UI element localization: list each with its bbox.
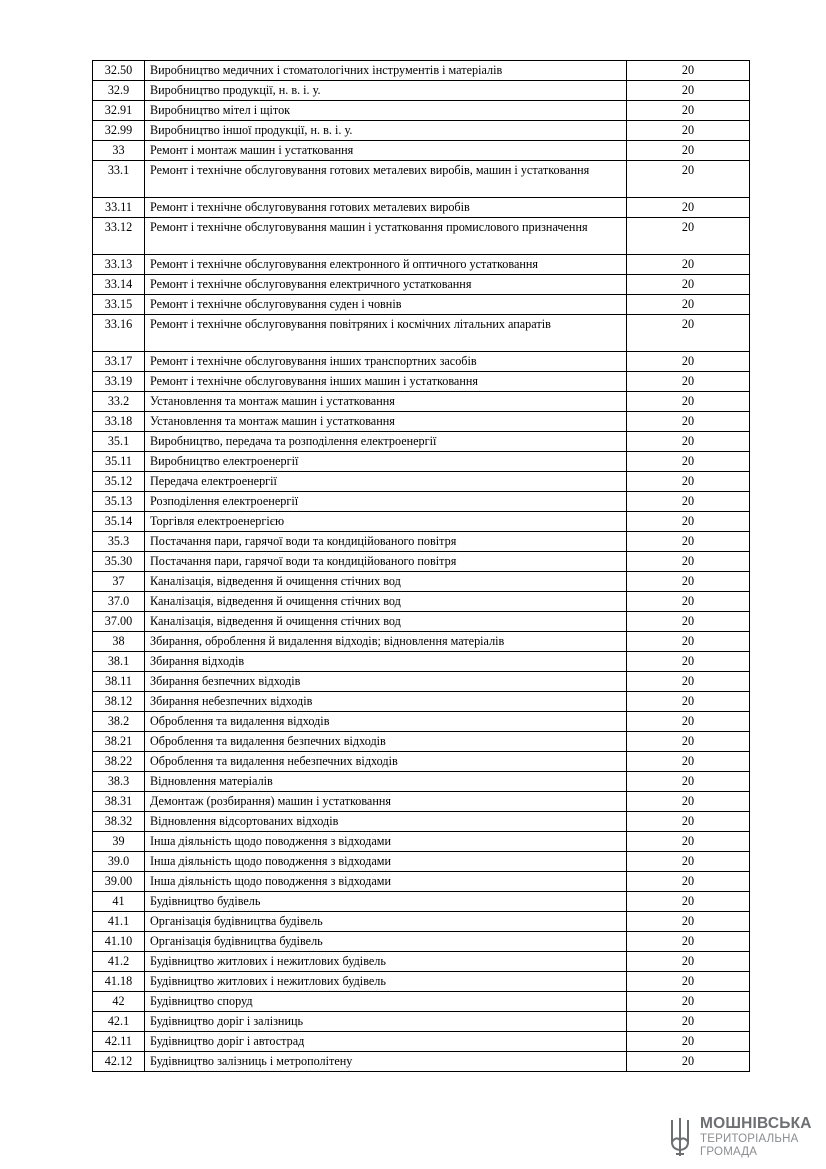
activity-cell: Ремонт і технічне обслуговування готових металевих виробів [145, 198, 627, 218]
activity-cell: Інша діяльність щодо поводження з відходами [145, 832, 627, 852]
rate-cell: 20 [627, 1032, 750, 1052]
code-cell: 35.1 [93, 432, 145, 452]
table-row [93, 672, 750, 692]
code-cell: 33.14 [93, 275, 145, 295]
code-cell: 41.18 [93, 972, 145, 992]
table-row [93, 932, 750, 952]
code-cell: 38.11 [93, 672, 145, 692]
code-cell: 37.00 [93, 612, 145, 632]
code-cell: 42.1 [93, 1012, 145, 1032]
rate-cell: 20 [627, 295, 750, 315]
rate-cell: 20 [627, 198, 750, 218]
table-row [93, 652, 750, 672]
rate-cell: 20 [627, 752, 750, 772]
activity-cell: Розподілення електроенергії [145, 492, 627, 512]
code-cell: 33.12 [93, 218, 145, 255]
table-row [93, 832, 750, 852]
table-row [93, 392, 750, 412]
table-row [93, 61, 750, 81]
code-cell: 33.13 [93, 255, 145, 275]
rate-cell: 20 [627, 412, 750, 432]
code-cell: 35.13 [93, 492, 145, 512]
table-row [93, 972, 750, 992]
code-cell: 33.17 [93, 352, 145, 372]
rate-cell: 20 [627, 452, 750, 472]
rate-cell: 20 [627, 392, 750, 412]
activity-cell: Збирання безпечних відходів [145, 672, 627, 692]
activity-cell: Виробництво електроенергії [145, 452, 627, 472]
table-row [93, 255, 750, 275]
code-cell: 39.0 [93, 852, 145, 872]
code-cell: 41.2 [93, 952, 145, 972]
rate-cell: 20 [627, 218, 750, 255]
rate-cell: 20 [627, 492, 750, 512]
rate-cell: 20 [627, 315, 750, 352]
rate-cell: 20 [627, 532, 750, 552]
rate-cell: 20 [627, 1052, 750, 1072]
code-cell: 32.99 [93, 121, 145, 141]
logo-title: МОШНІВСЬКА [700, 1115, 812, 1132]
activity-cell: Постачання пари, гарячої води та кондиційованого повітря [145, 532, 627, 552]
activity-cell: Оброблення та видалення небезпечних відходів [145, 752, 627, 772]
table-row [93, 692, 750, 712]
rate-cell: 20 [627, 872, 750, 892]
table-row [93, 432, 750, 452]
table-row [93, 372, 750, 392]
rate-cell: 20 [627, 732, 750, 752]
activity-cell: Каналізація, відведення й очищення стічних вод [145, 592, 627, 612]
code-cell: 35.12 [93, 472, 145, 492]
code-cell: 32.50 [93, 61, 145, 81]
activity-cell: Збирання, оброблення й видалення відходів; відновлення матеріалів [145, 632, 627, 652]
table-row [93, 352, 750, 372]
code-cell: 33.19 [93, 372, 145, 392]
rate-cell: 20 [627, 912, 750, 932]
activity-cell: Оброблення та видалення безпечних відходів [145, 732, 627, 752]
table-row [93, 141, 750, 161]
rate-cell: 20 [627, 552, 750, 572]
table-row [93, 872, 750, 892]
activity-cell: Будівництво залізниць і метрополітену [145, 1052, 627, 1072]
rate-cell: 20 [627, 772, 750, 792]
code-cell: 39 [93, 832, 145, 852]
code-cell: 33.15 [93, 295, 145, 315]
table-row [93, 852, 750, 872]
activity-cell: Виробництво мітел і щіток [145, 101, 627, 121]
table-row [93, 81, 750, 101]
code-cell: 33.1 [93, 161, 145, 198]
table-row [93, 492, 750, 512]
rate-cell: 20 [627, 161, 750, 198]
tax-rate-table [92, 60, 750, 1072]
rate-cell: 20 [627, 141, 750, 161]
rate-cell: 20 [627, 712, 750, 732]
activity-cell: Ремонт і технічне обслуговування готових металевих виробів, машин і устатковання [145, 161, 627, 198]
table-row [93, 752, 750, 772]
rate-cell: 20 [627, 572, 750, 592]
activity-cell: Торгівля електроенергією [145, 512, 627, 532]
code-cell: 38.2 [93, 712, 145, 732]
table-row [93, 912, 750, 932]
rate-cell: 20 [627, 432, 750, 452]
rate-cell: 20 [627, 852, 750, 872]
rate-cell: 20 [627, 372, 750, 392]
activity-cell: Будівництво доріг і залізниць [145, 1012, 627, 1032]
table-row [93, 295, 750, 315]
logo-subtitle-line1: ТЕРИТОРІАЛЬНА [700, 1133, 799, 1145]
activity-cell: Ремонт і технічне обслуговування електричного устатковання [145, 275, 627, 295]
table-row [93, 101, 750, 121]
code-cell: 33.16 [93, 315, 145, 352]
code-cell: 38.21 [93, 732, 145, 752]
activity-cell: Організація будівництва будівель [145, 912, 627, 932]
table-row [93, 572, 750, 592]
activity-cell: Відновлення матеріалів [145, 772, 627, 792]
table-body [93, 61, 750, 1072]
code-cell: 38.1 [93, 652, 145, 672]
code-cell: 33.18 [93, 412, 145, 432]
rate-cell: 20 [627, 255, 750, 275]
activity-cell: Будівництво житлових і нежитлових будівель [145, 972, 627, 992]
code-cell: 38.31 [93, 792, 145, 812]
code-cell: 41.10 [93, 932, 145, 952]
code-cell: 41.1 [93, 912, 145, 932]
activity-cell: Виробництво іншої продукції, н. в. і. у. [145, 121, 627, 141]
rate-cell: 20 [627, 892, 750, 912]
activity-cell: Ремонт і технічне обслуговування суден і човнів [145, 295, 627, 315]
rate-cell: 20 [627, 512, 750, 532]
code-cell: 38.3 [93, 772, 145, 792]
activity-cell: Ремонт і технічне обслуговування електронного й оптичного устатковання [145, 255, 627, 275]
table-row [93, 275, 750, 295]
code-cell: 33.11 [93, 198, 145, 218]
code-cell: 32.91 [93, 101, 145, 121]
activity-cell: Відновлення відсортованих відходів [145, 812, 627, 832]
code-cell: 41 [93, 892, 145, 912]
table-row [93, 792, 750, 812]
code-cell: 35.3 [93, 532, 145, 552]
code-cell: 33.2 [93, 392, 145, 412]
activity-cell: Будівництво будівель [145, 892, 627, 912]
table-row [93, 412, 750, 432]
rate-cell: 20 [627, 832, 750, 852]
table-row [93, 198, 750, 218]
rate-cell: 20 [627, 952, 750, 972]
table-row [93, 632, 750, 652]
code-cell: 39.00 [93, 872, 145, 892]
table-row [93, 892, 750, 912]
code-cell: 32.9 [93, 81, 145, 101]
code-cell: 35.30 [93, 552, 145, 572]
code-cell: 38.32 [93, 812, 145, 832]
code-cell: 37 [93, 572, 145, 592]
table-row [93, 1052, 750, 1072]
table-row [93, 1012, 750, 1032]
activity-cell: Виробництво медичних і стоматологічних інструментів і матеріалів [145, 61, 627, 81]
activity-cell: Каналізація, відведення й очищення стічних вод [145, 612, 627, 632]
rate-cell: 20 [627, 812, 750, 832]
rate-cell: 20 [627, 692, 750, 712]
rate-cell: 20 [627, 352, 750, 372]
activity-cell: Установлення та монтаж машин і устатковання [145, 412, 627, 432]
code-cell: 42.11 [93, 1032, 145, 1052]
code-cell: 35.14 [93, 512, 145, 532]
activity-cell: Виробництво, передача та розподілення електроенергії [145, 432, 627, 452]
table-row [93, 472, 750, 492]
code-cell: 33 [93, 141, 145, 161]
activity-cell: Постачання пари, гарячої води та кондиційованого повітря [145, 552, 627, 572]
rate-cell: 20 [627, 992, 750, 1012]
activity-cell: Установлення та монтаж машин і устатковання [145, 392, 627, 412]
rate-cell: 20 [627, 592, 750, 612]
code-cell: 35.11 [93, 452, 145, 472]
table-row [93, 1032, 750, 1052]
table-row [93, 512, 750, 532]
table-row [93, 992, 750, 1012]
table-row [93, 552, 750, 572]
activity-cell: Каналізація, відведення й очищення стічних вод [145, 572, 627, 592]
rate-cell: 20 [627, 472, 750, 492]
table-row [93, 772, 750, 792]
rate-cell: 20 [627, 612, 750, 632]
rate-cell: 20 [627, 61, 750, 81]
activity-cell: Будівництво споруд [145, 992, 627, 1012]
activity-cell: Інша діяльність щодо поводження з відходами [145, 852, 627, 872]
activity-cell: Ремонт і монтаж машин і устатковання [145, 141, 627, 161]
community-logo [668, 1114, 818, 1160]
activity-cell: Інша діяльність щодо поводження з відходами [145, 872, 627, 892]
table-row [93, 315, 750, 352]
table-row [93, 952, 750, 972]
activity-cell: Збирання небезпечних відходів [145, 692, 627, 712]
table-row [93, 532, 750, 552]
code-cell: 42.12 [93, 1052, 145, 1072]
rate-cell: 20 [627, 972, 750, 992]
table-row [93, 452, 750, 472]
code-cell: 38.22 [93, 752, 145, 772]
rate-cell: 20 [627, 81, 750, 101]
rate-cell: 20 [627, 792, 750, 812]
table-row [93, 218, 750, 255]
activity-cell: Будівництво доріг і автострад [145, 1032, 627, 1052]
table-row [93, 812, 750, 832]
code-cell: 38 [93, 632, 145, 652]
activity-cell: Збирання відходів [145, 652, 627, 672]
rate-cell: 20 [627, 121, 750, 141]
code-cell: 42 [93, 992, 145, 1012]
code-cell: 38.12 [93, 692, 145, 712]
rate-cell: 20 [627, 275, 750, 295]
activity-cell: Ремонт і технічне обслуговування інших транспортних засобів [145, 352, 627, 372]
activity-cell: Організація будівництва будівель [145, 932, 627, 952]
activity-cell: Оброблення та видалення відходів [145, 712, 627, 732]
table-row [93, 712, 750, 732]
table-row [93, 592, 750, 612]
rate-cell: 20 [627, 632, 750, 652]
table-row [93, 121, 750, 141]
rate-cell: 20 [627, 652, 750, 672]
rate-cell: 20 [627, 101, 750, 121]
activity-cell: Демонтаж (розбирання) машин і устатковання [145, 792, 627, 812]
code-cell: 37.0 [93, 592, 145, 612]
tryzub-icon [668, 1116, 692, 1158]
activity-cell: Виробництво продукції, н. в. і. у. [145, 81, 627, 101]
rate-cell: 20 [627, 1012, 750, 1032]
rate-cell: 20 [627, 932, 750, 952]
rate-cell: 20 [627, 672, 750, 692]
table-row [93, 612, 750, 632]
table-row [93, 732, 750, 752]
activity-cell: Ремонт і технічне обслуговування машин і устатковання промислового призначення [145, 218, 627, 255]
activity-cell: Ремонт і технічне обслуговування повітряних і космічних літальних апаратів [145, 315, 627, 352]
activity-cell: Ремонт і технічне обслуговування інших машин і устатковання [145, 372, 627, 392]
activity-cell: Будівництво житлових і нежитлових будівель [145, 952, 627, 972]
table-row [93, 161, 750, 198]
logo-subtitle-line2: ГРОМАДА [700, 1146, 758, 1158]
activity-cell: Передача електроенергії [145, 472, 627, 492]
